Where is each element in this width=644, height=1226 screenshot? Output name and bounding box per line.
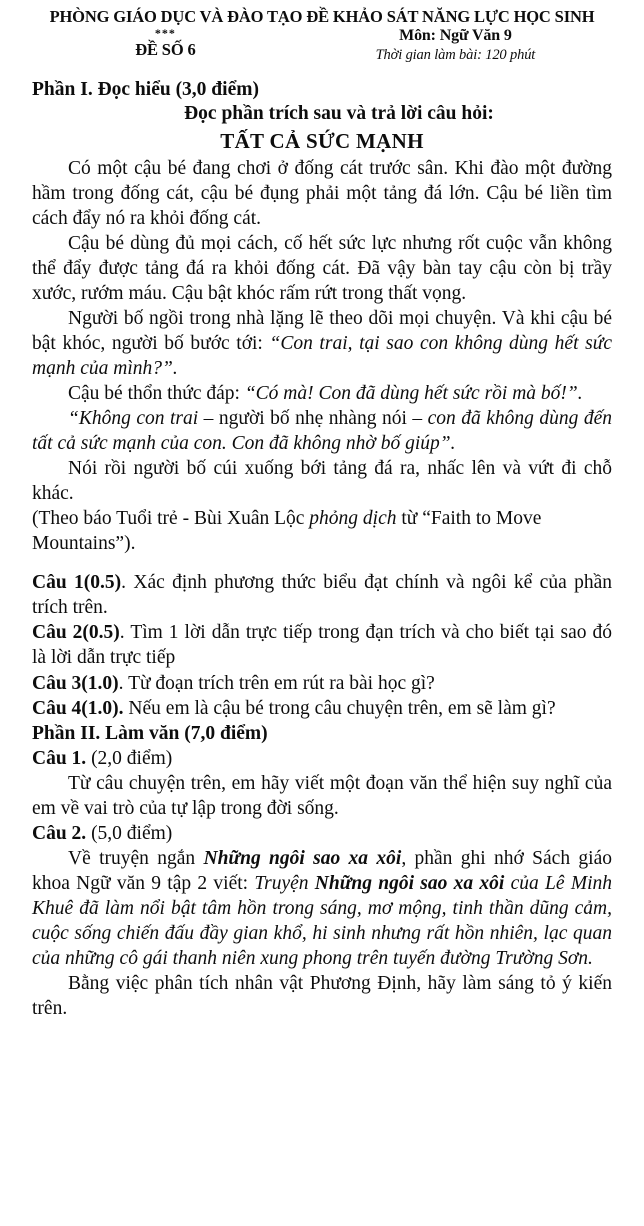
q2-textbook-note: , phần ghi nhớ Sách giáo khoa Ngữ văn 9 tập 2 viết: [32,847,612,894]
exam-code-label: ĐỀ SỐ 6 [135,40,196,60]
question-2 [32,620,612,670]
paragraph-3-quote: “Con trai, tại sao con không dùng hết sức mạnh của mình?”. [32,332,612,379]
question-3-label: Câu 3(1.0) [32,672,119,694]
passage-paragraph-4 [32,381,612,406]
q2-quote-lead: Truyện [254,872,315,894]
part-2-heading [32,721,612,746]
question-4-text: Nếu em là cậu bé trong câu chuyện trên, em sẽ làm gì? [123,697,556,719]
subject-label: Môn: Ngữ Văn 9 [399,27,512,45]
stars-separator: *** [154,26,176,41]
passage-title: TẤT CẢ SỨC MẠNH [220,129,424,154]
q2-quote-body: của Lê Minh Khuê đã làm nổi bật tâm hồn trong sáng, mơ mộng, tinh thần dũng cảm, cuộc sống chiến đấu đầy gian khổ, hi sinh nhưng rất hồn nhiên, lạc quan của những cô gái thanh niên xung phong trên tuyến đường Trường Sơn. [32,872,612,970]
source-translation-note: phỏng dịch [309,508,397,530]
passage-paragraph-5 [32,406,612,456]
duration-label: Thời gian làm bài: 120 phút [375,46,536,63]
question-3 [32,671,612,696]
part-2-question-1-body: Từ câu chuyện trên, em hãy viết một đoạn văn thể hiện suy nghĩ của em về vai trò của tự lập trong đời sống. [32,772,612,819]
question-3-text: . Từ đoạn trích trên em rút ra bài học gì? [118,672,435,694]
part-2-question-1-label: Câu 1. [32,747,87,769]
part-2-question-1-points: (2,0 điểm) [86,747,173,769]
section-spacer [32,556,612,570]
header-detail-row [32,27,612,63]
question-1-text: . Xác định phương thức biểu đạt chính và ngôi kể của phần trích trên. [32,572,612,619]
paragraph-5-quote-open: “Không con trai – [68,408,219,430]
source-suffix: từ “Faith to Move Mountains”). [32,508,542,555]
part-2-heading-text: Phần II. Làm văn (7,0 điểm) [32,722,268,744]
passage-paragraph-2: Cậu bé dùng đủ mọi cách, cố hết sức lực nhưng rốt cuộc vẫn không thể đẩy được tảng đá ra khỏi đống cát. Đã vậy bàn tay cậu còn bị trầy xước, rướm máu. Cậu bật khóc rấm rứt trong thất vọng. [32,232,612,304]
part-2-question-2-heading [32,821,612,846]
paragraph-4-quote: “Có mà! Con đã dùng hết sức rồi mà bố!”. [244,383,583,404]
question-1 [32,570,612,620]
passage-source-attribution [32,506,612,556]
part-2-question-1-heading [32,746,612,771]
paragraph-5-attribution: người bố nhẹ nhàng nói [218,408,407,430]
paragraph-4-lead: Cậu bé thổn thức đáp: [68,383,245,404]
question-2-text: . Tìm 1 lời dẫn trực tiếp trong đạn trích và cho biết tại sao đó là lời dẫn trực tiếp [32,622,612,669]
paragraph-3-lead: Người bố ngồi trong nhà lặng lẽ theo dõi mọi chuyện. Và khi cậu bé bật khóc, người bố bước tới: [32,307,612,354]
part-2-question-2-final: Bằng việc phân tích nhân vật Phương Định, hãy làm sáng tỏ ý kiến trên. [32,973,612,1020]
source-prefix: (Theo báo Tuổi trẻ - Bùi Xuân Lộc [32,508,310,530]
part-1-instruction: Đọc phần trích sau và trả lời câu hỏi: [184,102,494,124]
question-2-label: Câu 2(0.5) [32,622,120,644]
paragraph-5-quote-close: – con đã không dùng đến tất cả sức mạnh của con. Con đã không nhờ bố giúp”. [32,408,613,455]
question-4 [32,696,612,721]
question-1-label: Câu 1(0.5) [32,572,122,594]
question-4-label: Câu 4(1.0). [32,697,124,719]
part-2-question-2-body [32,846,612,971]
issuing-office-line: PHÒNG GIÁO DỤC VÀ ĐÀO TẠO ĐỀ KHẢO SÁT NĂNG LỰC HỌC SINH [49,7,595,26]
q2-story-title-1: Những ngôi sao xa xôi [203,847,402,869]
q2-intro: Về truyện ngắn [68,847,204,869]
passage-paragraph-3 [32,306,612,381]
q2-story-title-2: Những ngôi sao xa xôi [314,872,505,894]
header-right-column [299,27,612,63]
part-2-question-2-points: (5,0 điểm) [86,822,173,844]
part-1-heading: Phần I. Đọc hiểu (3,0 điểm) [32,78,259,100]
passage-paragraph-1: Có một cậu bé đang chơi ở đống cát trước sân. Khi đào một đường hầm trong đống cát, cậu bé đụng phải một tảng đá lớn. Cậu bé liền tìm cách đẩy nó ra khỏi đống cát. [32,157,612,229]
part-2-question-2-label: Câu 2. [32,822,87,844]
passage-paragraph-6: Nói rồi người bố cúi xuống bới tảng đá ra, nhấc lên và vứt đi chỗ khác. [32,458,612,505]
document-header [32,8,612,64]
header-left-column [32,27,299,58]
